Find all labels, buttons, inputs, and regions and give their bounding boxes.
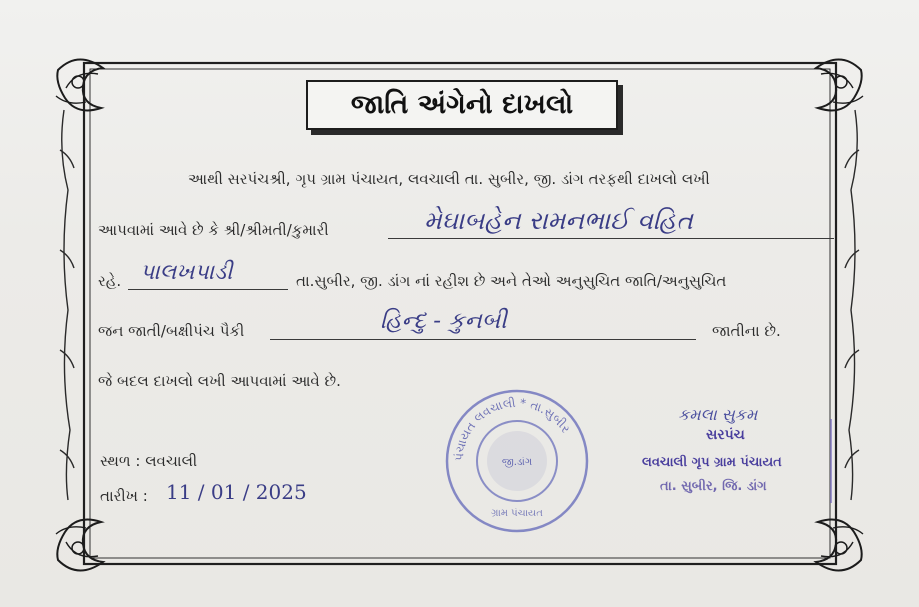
- corner-ornament-bottom-right: [816, 520, 863, 571]
- stamp-place: તા. સુબીર, જિ. ડાંગ: [660, 479, 767, 494]
- seal-ring: [444, 388, 590, 534]
- stamp-edge: [830, 419, 832, 503]
- body-line-3-prefix: રહે.: [98, 272, 122, 290]
- stamp-title: સરપંચ: [706, 427, 745, 443]
- date-label: તારીખ :: [100, 487, 148, 505]
- name-underline: [388, 238, 834, 239]
- certificate-title: જાતિ અંગેનો દાખલો: [306, 80, 618, 130]
- seal-outer-text: પંચાયત લવચાલી * તા.સુબીર: [451, 395, 573, 462]
- body-line-1: આથી સરપંચશ્રી, ગૃપ ગ્રામ પંચાયત, લવચાલી તા. સુબીર, જી. ડાંગ તરફથી દાખલો લખી: [188, 170, 710, 188]
- caste-underline: [270, 339, 696, 340]
- seal-inner-text: જી.ડાંગ: [501, 457, 533, 468]
- caste-handwritten: હિન્દુ - કુનબી: [380, 308, 507, 334]
- village-underline: [128, 289, 288, 290]
- side-ornament-left: [60, 110, 74, 500]
- signature-handwritten: કમલા સુકમ: [678, 405, 758, 424]
- body-line-4-prefix: જન જાતી/બક્ષીપંચ પૈકી: [98, 322, 245, 340]
- name-handwritten: મેઘાબહેન રામનભાઈ વહિત: [424, 206, 693, 235]
- body-line-2-prefix: આપવામાં આવે છે કે શ્રી/શ્રીમતી/કુમારી: [98, 221, 329, 239]
- side-ornament-right: [845, 110, 859, 500]
- body-line-5: જે બદલ દાખલો લખી આપવામાં આવે છે.: [98, 372, 341, 390]
- corner-ornament-top-right: [816, 59, 863, 110]
- date-handwritten: 11 / 01 / 2025: [166, 480, 307, 504]
- sarpanch-stamp: [620, 405, 840, 515]
- stamp-organization: લવચાલી ગૃપ ગ્રામ પંચાયત: [642, 455, 782, 470]
- panchayat-seal: [444, 388, 590, 534]
- corner-ornament-bottom-left: [56, 520, 103, 571]
- village-handwritten: પાલખપાડી: [140, 260, 233, 285]
- place-label: સ્થળ : લવચાલી: [100, 452, 198, 470]
- body-line-3-suffix: તા.સુબીર, જી. ડાંગ નાં રહીશ છે અને તેઓ અનુસુચિત જાતિ/અનુસુચિત: [296, 272, 727, 290]
- corner-ornament-top-left: [56, 59, 103, 110]
- seal-bottom-text: ગ્રામ પંચાયત: [491, 508, 543, 519]
- body-line-4-suffix: જાતીના છે.: [712, 322, 781, 340]
